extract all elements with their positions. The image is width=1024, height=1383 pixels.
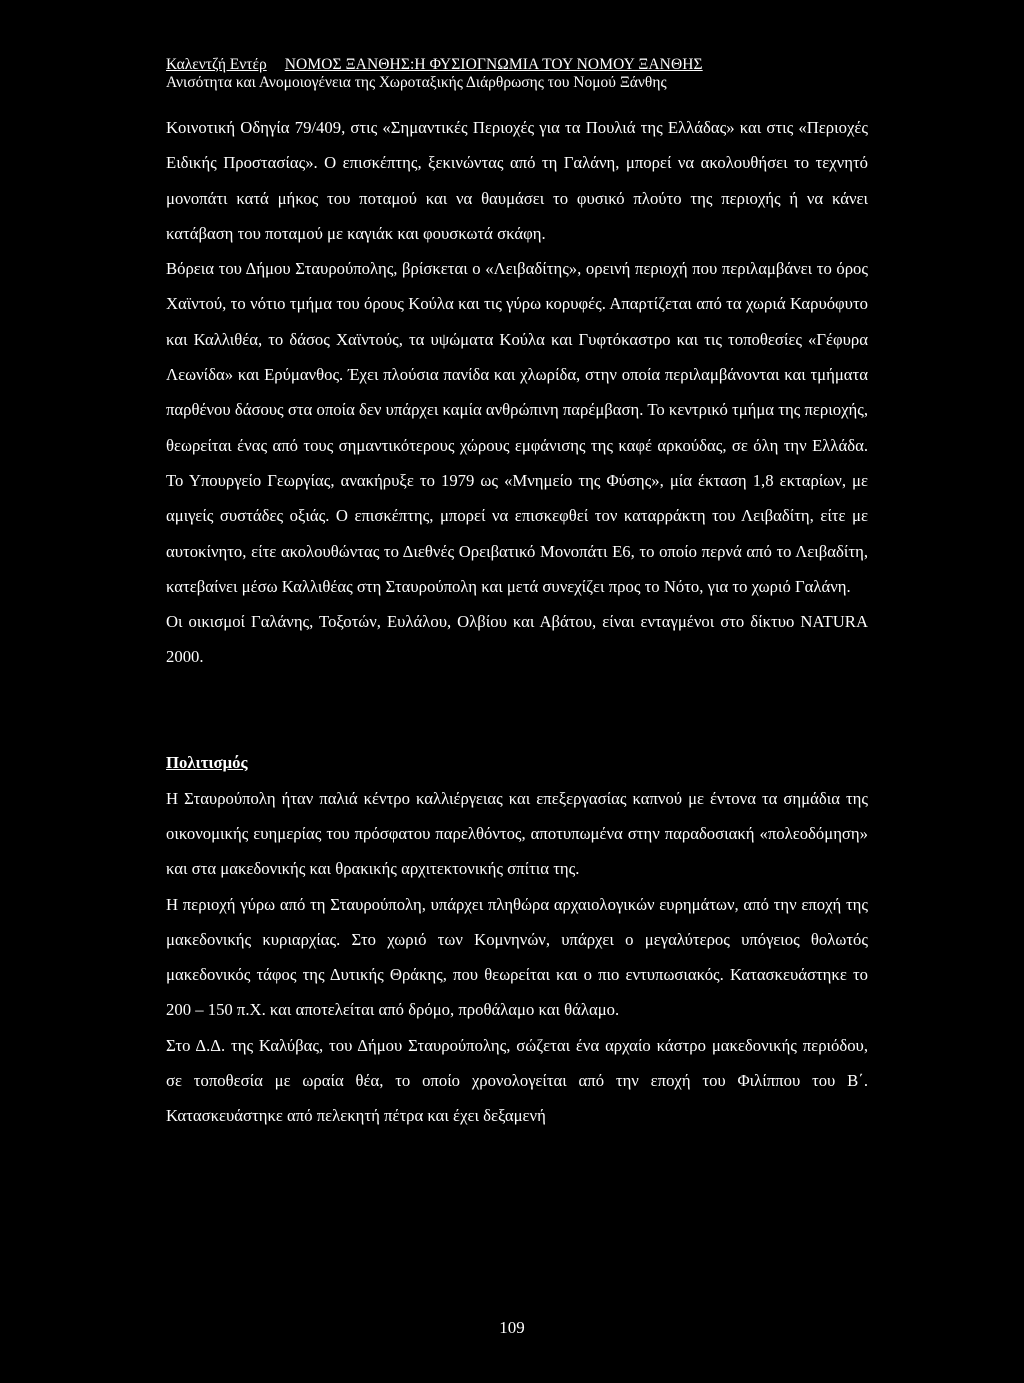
section-paragraph-1: Η Σταυρούπολη ήταν παλιά κέντρο καλλιέργειας και επεξεργασίας καπνού με έντονα τα σημάδια της οικονομικής ευημερίας του πρόσφατου παρελθόντος, αποτυπωμένα στην παραδοσιακή «πολεοδόμηση» και στα μακεδονικής και θρακικής αρχιτεκτονικής σπίτια της. bbox=[166, 788, 868, 879]
page-number: 109 bbox=[499, 1318, 525, 1337]
section-paragraph-3: Στο Δ.Δ. της Καλύβας, του Δήμου Σταυρούπολης, σώζεται ένα αρχαίο κάστρο μακεδονικής περιόδου, σε τοποθεσία με ωραία θέα, το οποίο χρονολογείται από την εποχή του Φιλίππου του Β΄. Κατασκευάστηκε από πελεκητή πέτρα και έχει δεξαμενή bbox=[166, 1035, 868, 1126]
paragraph-2: Βόρεια του Δήμου Σταυρούπολης, βρίσκεται ο «Λειβαδίτης», ορεινή περιοχή που περιλαμβάνει το όρος Χαϊντού, το νότιο τμήμα του όρους Κούλα και τις γύρω κορυφές. Απαρτίζεται από τα χωριά Καρυόφυτο και Καλλιθέα, το δάσος Χαϊντούς, τα υψώματα Κούλα και Γυφτόκαστρο και τις τοποθεσίες «Γέφυρα Λεωνίδα» και Ερύμανθος. Έχει πλούσια πανίδα και χλωρίδα, στην οποία περιλαμβάνονται και τμήματα παρθένου δάσους στα οποία δεν υπάρχει καμία ανθρώπινη παρέμβαση. Το κεντρικό τμήμα της περιοχής, θεωρείται ένας από τους σημαντικότερους χώρους εμφάνισης της καφέ αρκούδας, σε όλη την Ελλάδα. Το Υπουργείο Γεωργίας, ανακήρυξε το 1979 ως «Μνημείο της Φύσης», μία έκταση 1,8 εκταρίων, με αμιγείς συστάδες οξιάς. Ο επισκέπτης, μπορεί να επισκεφθεί τον καταρράκτη του Λειβαδίτη, είτε με αυτοκίνητο, είτε ακολουθώντας το Διεθνές Ορειβατικό Μονοπάτι Ε6, το οποίο περνά από το Λειβαδίτη, κατεβαίνει μέσω Καλλιθέας στη Σταυρούπολη και μετά συνεχίζει προς το Νότο, για το χωριό Γαλάνη. bbox=[166, 259, 868, 596]
section-heading: Πολιτισμός bbox=[166, 753, 248, 773]
paragraph-1: Κοινοτική Οδηγία 79/409, στις «Σημαντικές Περιοχές για τα Πουλιά της Ελλάδας» και στις «Περιοχές Ειδικής Προστασίας». Ο επισκέπτης, ξεκινώντας από τη Γαλάνη, μπορεί να ακολουθήσει το τεχνητό μονοπάτι κατά μήκος του ποταμού και να θαυμάσει το φυσικό πλούτο της περιοχής ή να κάνει κατάβαση του ποταμού με καγιάκ και φουσκωτά σκάφη. bbox=[166, 118, 868, 243]
section-paragraph-2: Η περιοχή γύρω από τη Σταυρούπολη, υπάρχει πληθώρα αρχαιολογικών ευρημάτων, από την εποχή της μακεδονικής κυριαρχίας. Στο χωριό των Κομνηνών, υπάρχει ο μεγαλύτερος υπόγειος θολωτός μακεδονικός τάφος της Δυτικής Θράκης, που θεωρείται και ο πιο εντυπωσιακός. Κατασκευάστηκε το 200 – 150 π.Χ. και αποτελείται από δρόμο, προθάλαμο και θάλαμο. bbox=[166, 894, 868, 1020]
header-subtitle: Ανισότητα και Ανομοιογένεια της Χωροταξικής Διάρθρωσης του Νομού Ξάνθης bbox=[166, 74, 667, 91]
header-running-title: ΝΟΜΟΣ ΞΑΝΘΗΣ:Η ΦΥΣΙΟΓΝΩΜΙΑ ΤΟΥ ΝΟΜΟΥ ΞΑΝΘΗΣ bbox=[284, 56, 703, 73]
section-spacer bbox=[166, 675, 868, 746]
header-author: Καλεντζή Εντέρ bbox=[166, 56, 267, 73]
page-header bbox=[166, 56, 866, 92]
document-body bbox=[166, 110, 868, 1134]
header-line-1 bbox=[166, 56, 866, 74]
paragraph-3: Οι οικισμοί Γαλάνης, Τοξοτών, Ευλάλου, Ολβίου και Αβάτου, είναι ενταγμένοι στο δίκτυο NATURA 2000. bbox=[166, 612, 868, 667]
